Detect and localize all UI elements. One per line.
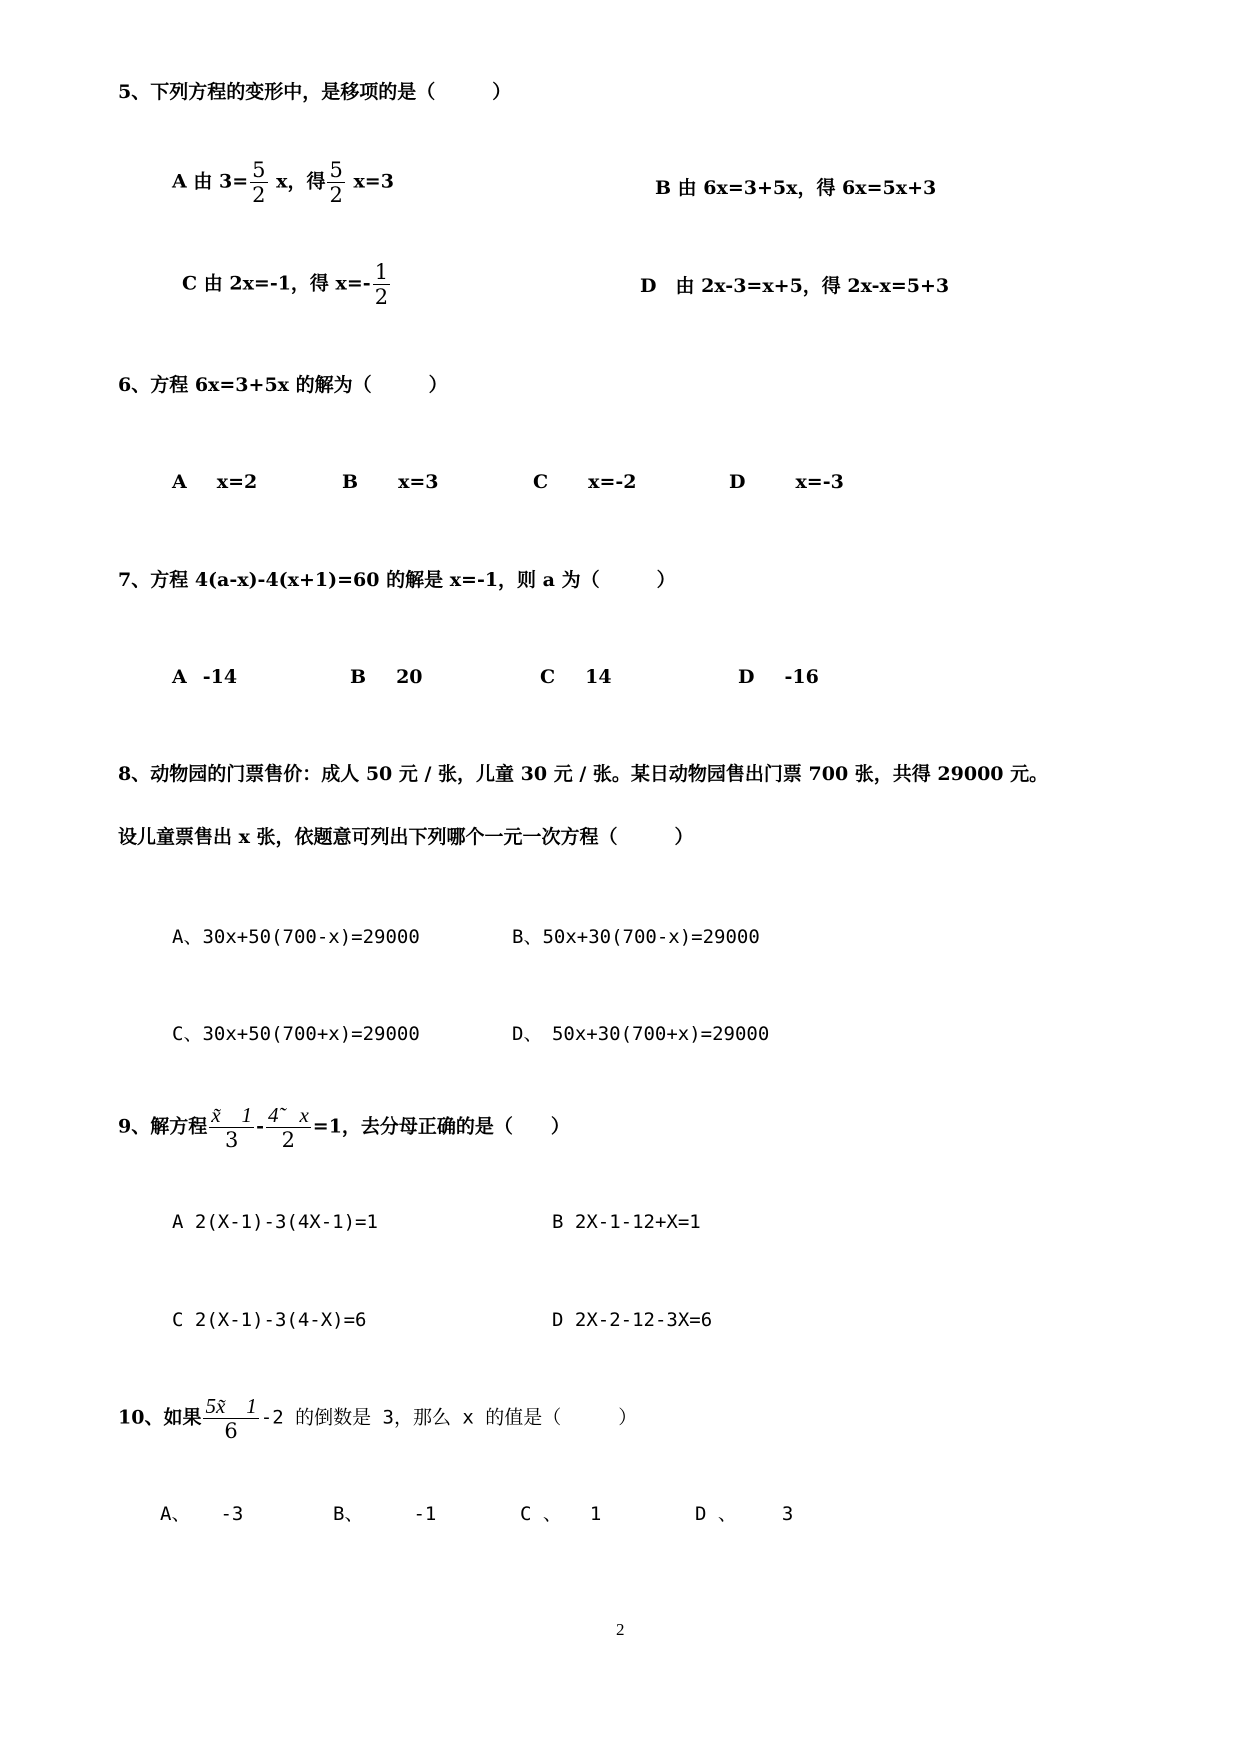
q10-frac-num-text: 5x̃ 1: [205, 1394, 257, 1418]
q10-option-d: [695, 1502, 793, 1526]
q10-stem-prefix: 10、如果: [118, 1406, 202, 1429]
q6-b-letter: B: [342, 471, 359, 493]
q7-option-b: [350, 665, 423, 689]
q10-d-letter: D 、: [695, 1503, 737, 1525]
q9-stem-prefix: 9、解方程: [118, 1115, 208, 1138]
q8-option-a: A、30x+50(700-x)=29000: [172, 926, 420, 948]
q7-d-value: -16: [784, 666, 819, 688]
q6-option-b: [342, 470, 439, 494]
q10-stem: [118, 1394, 637, 1443]
q8-option-b: B、50x+30(700-x)=29000: [512, 926, 760, 948]
q9-frac2-den: 2: [266, 1127, 311, 1152]
q10-option-b: [333, 1502, 436, 1526]
q9-fraction-1: [209, 1103, 254, 1152]
q6-b-value: x=3: [398, 471, 439, 493]
q6-d-value: x=-3: [795, 471, 844, 493]
q9-fraction-2: [266, 1103, 311, 1152]
q5-c-fraction: [373, 260, 390, 309]
q6-option-d: [729, 470, 844, 494]
q6-stem: 6、方程 6x=3+5x 的解为（ ）: [118, 374, 448, 396]
q10-c-value: 1: [589, 1503, 602, 1525]
q6-a-letter: A: [172, 471, 187, 493]
q5-a-frac1-den: 2: [252, 183, 266, 207]
q7-a-value: -14: [202, 666, 238, 688]
q8-stem-line-2: 设儿童票售出 x 张，依题意可列出下列哪个一元一次方程（ ）: [118, 826, 694, 848]
page-number: 2: [616, 1620, 625, 1639]
q9-option-a: A 2(X-1)-3(4X-1)=1: [172, 1211, 378, 1233]
q9-option-c: C 2(X-1)-3(4-X)=6: [172, 1309, 367, 1331]
q10-a-value: -3: [220, 1503, 244, 1525]
q7-a-letter: A: [172, 666, 187, 688]
q7-c-value: 14: [585, 666, 612, 688]
q9-frac1-num-text: x̃ 1: [211, 1103, 253, 1127]
q10-frac-den: 6: [203, 1418, 258, 1443]
q9-frac2-num: [266, 1103, 311, 1127]
q10-frac-num: [203, 1394, 258, 1418]
q10-a-letter: A、: [160, 1503, 191, 1525]
q7-option-d: [738, 665, 819, 689]
q9-option-d: D 2X-2-12-3X=6: [552, 1309, 713, 1331]
q7-b-value: 20: [396, 666, 423, 688]
q6-d-letter: D: [729, 471, 746, 493]
q8-option-c: C、30x+50(700+x)=29000: [172, 1023, 420, 1045]
q8-option-d: D、 50x+30(700+x)=29000: [512, 1023, 770, 1045]
q5-option-a: [172, 158, 394, 207]
q6-a-value: x=2: [216, 471, 258, 493]
q9-option-b: B 2X-1-12+X=1: [552, 1211, 701, 1233]
q7-d-letter: D: [738, 666, 755, 688]
q5-stem: 5、下列方程的变形中，是移项的是（ ）: [118, 81, 512, 103]
q9-minus: -: [256, 1115, 264, 1138]
q5-option-b: B 由 6x=3+5x，得 6x=5x+3: [655, 177, 937, 199]
q5-c-frac-num: 1: [374, 260, 389, 284]
q10-c-letter: C 、: [520, 1503, 562, 1525]
q5-option-a-suffix: x=3: [346, 170, 394, 193]
q5-option-c: [182, 260, 392, 309]
q5-a-frac1-num: 5: [252, 158, 266, 182]
q5-a-frac2-num: 5: [329, 158, 343, 182]
q9-frac1-den: 3: [209, 1127, 254, 1152]
q9-stem-suffix: =1，去分母正确的是（ ）: [312, 1115, 570, 1138]
q7-option-c: [540, 665, 612, 689]
q10-b-letter: B、: [333, 1503, 364, 1525]
q5-a-fraction-2: [327, 158, 344, 207]
q10-stem-suffix: -2 的倒数是 3，那么 x 的值是（ ）: [260, 1406, 638, 1429]
q5-option-a-mid: x，得: [269, 170, 326, 193]
q7-option-a: [172, 665, 237, 689]
q7-c-letter: C: [540, 666, 556, 688]
q5-c-frac-den: 2: [374, 285, 389, 309]
q9-frac2-num-text: 4̃ x: [267, 1103, 309, 1127]
q10-b-value: -1: [413, 1503, 437, 1525]
q7-b-letter: B: [350, 666, 367, 688]
q6-option-a: [172, 470, 257, 494]
q9-frac1-num: [209, 1103, 254, 1127]
q10-option-a: [160, 1502, 243, 1526]
q8-stem-line-1: 8、动物园的门票售价：成人 50 元 / 张，儿童 30 元 / 张。某日动物园售出门票 700 张，共得 29000 元。: [118, 763, 1049, 785]
q6-option-c: [533, 470, 636, 494]
q5-a-fraction-1: [250, 158, 267, 207]
q5-option-a-prefix: A 由 3=: [172, 170, 249, 193]
q6-c-value: x=-2: [588, 471, 637, 493]
q10-fraction: [203, 1394, 258, 1443]
q5-option-c-prefix: C 由 2x=-1，得 x=-: [182, 272, 371, 295]
q9-stem: [118, 1103, 570, 1152]
q5-option-d: D 由 2x-3=x+5，得 2x-x=5+3: [640, 275, 950, 297]
q5-a-frac2-den: 2: [329, 183, 343, 207]
q10-d-value: 3: [781, 1503, 794, 1525]
q10-option-c: [520, 1502, 601, 1526]
q7-stem: 7、方程 4(a-x)-4(x+1)=60 的解是 x=-1，则 a 为（ ）: [118, 569, 676, 591]
q6-c-letter: C: [533, 471, 549, 493]
